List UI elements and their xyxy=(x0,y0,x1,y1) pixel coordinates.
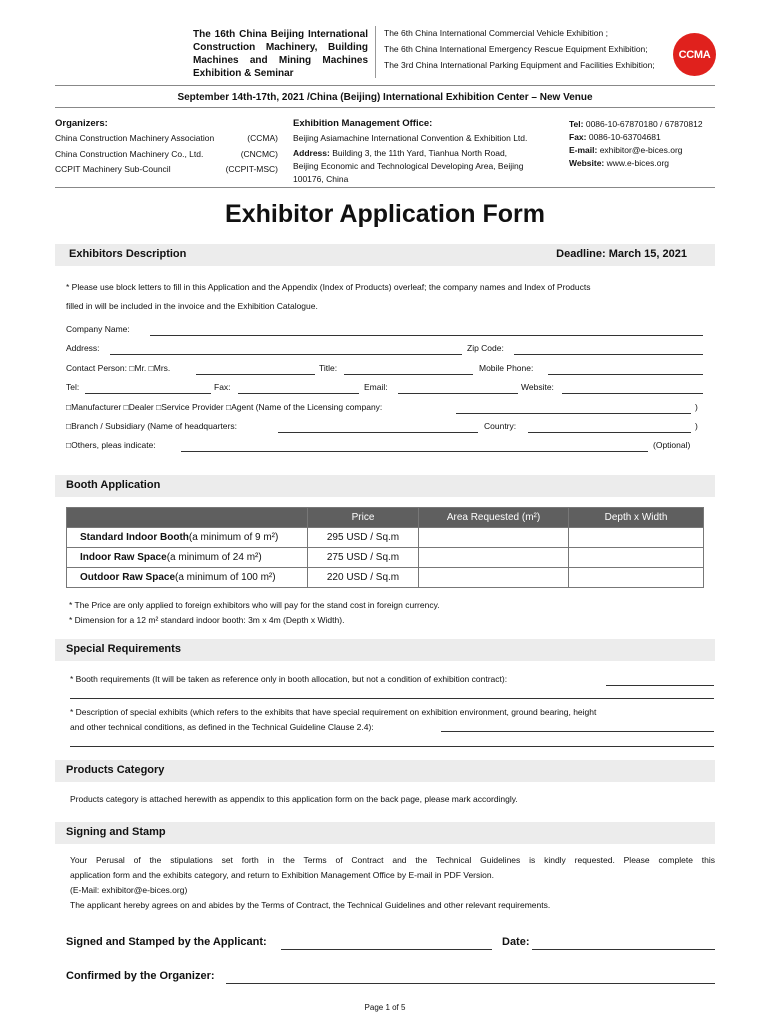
others-option[interactable]: □Others, pleas indicate: xyxy=(66,440,156,450)
mobile-label: Mobile Phone: xyxy=(479,363,534,373)
booth-notes xyxy=(69,598,440,628)
booth-requirements-field-2[interactable] xyxy=(70,687,714,699)
exhibition-2: The 6th China International Emergency Rescue Equipment Exhibition; xyxy=(384,44,648,54)
booth-type-cell xyxy=(67,528,308,548)
title-label: Title: xyxy=(319,363,338,373)
section-booth-application xyxy=(55,475,715,497)
organizers-title: Organizers: xyxy=(55,118,108,129)
depth-width-field[interactable] xyxy=(569,528,704,548)
fax-label: Fax: xyxy=(214,382,231,392)
note-line: * Please use block letters to fill in this Application and the Appendix (Index of Products) overleaf; the company names and Index of Products xyxy=(66,282,591,292)
date-venue: September 14th-17th, 2021 /China (Beijing) International Exhibition Center – New Venue xyxy=(177,92,593,103)
section-title: Products Category xyxy=(66,764,165,776)
deadline: Deadline: March 15, 2021 xyxy=(556,248,687,260)
booth-minimum: (a minimum of 24 m²) xyxy=(166,552,262,563)
close-paren: ) xyxy=(695,421,698,431)
seminar-title-line: Construction Machinery, Building xyxy=(193,42,368,53)
organizer-abbr: (CNCMC) xyxy=(240,149,278,159)
header-divider xyxy=(375,26,376,78)
depth-width-field[interactable] xyxy=(569,568,704,588)
headquarters-field[interactable] xyxy=(278,421,478,433)
company-name-field[interactable] xyxy=(150,324,703,336)
office-title: Exhibition Management Office: xyxy=(293,118,433,129)
note-line: filled in will be included in the invoice and the Exhibition Catalogue. xyxy=(66,301,318,311)
signing-text xyxy=(70,853,715,913)
tel-label: Tel: xyxy=(569,119,584,129)
table-header-cell: Price xyxy=(308,508,419,528)
seminar-title-line: The 16th China Beijing International xyxy=(193,29,368,40)
section-special-requirements xyxy=(55,639,715,661)
organizer-signature-field[interactable] xyxy=(226,972,715,984)
company-type-options[interactable]: □Manufacturer □Dealer □Service Provider □Agent (Name of the Licensing company: xyxy=(66,402,383,412)
fax-field[interactable] xyxy=(238,382,359,394)
booth-type: Indoor Raw Space xyxy=(80,552,167,563)
section-products-category xyxy=(55,760,715,782)
booth-type: Outdoor Raw Space xyxy=(80,572,176,583)
mobile-field[interactable] xyxy=(548,363,703,375)
signing-line: Your Perusal of the stipulations set forth in the Terms of Contract and the Technical Guidelines is kindly requested. Please complete this xyxy=(70,855,715,865)
table-row xyxy=(67,548,704,568)
table-header-cell: Area Requested (m²) xyxy=(419,508,569,528)
country-field[interactable] xyxy=(528,421,691,433)
seminar-title-line: Machines and Mining Machines xyxy=(193,55,368,66)
email-value[interactable]: exhibitor@e-bices.org xyxy=(597,145,683,155)
address-line: 100176, China xyxy=(293,174,349,184)
office-name: Beijing Asiamachine International Convention & Exhibition Ltd. xyxy=(293,133,528,143)
exhibition-1: The 6th China International Commercial Vehicle Exhibition ; xyxy=(384,28,608,38)
booth-minimum: (a minimum of 9 m²) xyxy=(188,532,279,543)
area-requested-field[interactable] xyxy=(419,568,569,588)
booth-table xyxy=(66,507,704,588)
header-rule xyxy=(55,85,715,86)
section-title: Special Requirements xyxy=(66,643,181,655)
tel-value: 0086-10-67870180 / 67870812 xyxy=(583,119,703,129)
contact-rule xyxy=(55,187,715,188)
website-label: Website: xyxy=(569,158,605,168)
booth-requirements-label: * Booth requirements (It will be taken as reference only in booth allocation, but not a condition of exhibition contract): xyxy=(70,674,508,684)
organizer-name: CCPIT Machinery Sub-Council xyxy=(55,164,171,174)
organizer-abbr: (CCPIT-MSC) xyxy=(225,164,278,174)
title-field[interactable] xyxy=(344,363,473,375)
address-label: Address: xyxy=(66,343,100,353)
table-header-cell: Depth x Width xyxy=(569,508,704,528)
confirmed-label: Confirmed by the Organizer: xyxy=(66,970,215,982)
website-label: Website: xyxy=(521,382,554,392)
booth-price: 275 USD / Sq.m xyxy=(308,548,419,568)
booth-type-cell xyxy=(67,548,308,568)
area-requested-field[interactable] xyxy=(419,528,569,548)
instructions-note xyxy=(66,278,590,316)
signing-line: (E-Mail: exhibitor@e-bices.org) xyxy=(70,885,188,895)
signed-label: Signed and Stamped by the Applicant: xyxy=(66,936,267,948)
date-label: Date: xyxy=(502,936,530,948)
others-field[interactable] xyxy=(181,440,648,452)
contact-person-label: Contact Person: □Mr. □Mrs. xyxy=(66,363,171,373)
signature-field[interactable] xyxy=(281,938,492,950)
organizer-name: China Construction Machinery Association xyxy=(55,133,215,143)
booth-requirements-field[interactable] xyxy=(606,674,714,686)
section-signing-stamp xyxy=(55,822,715,844)
zip-label: Zip Code: xyxy=(467,343,504,353)
table-row xyxy=(67,528,704,548)
section-title: Signing and Stamp xyxy=(66,826,166,838)
optional-label: (Optional) xyxy=(653,440,691,450)
section-title: Exhibitors Description xyxy=(69,248,187,260)
email-field[interactable] xyxy=(398,382,518,394)
booth-price: 220 USD / Sq.m xyxy=(308,568,419,588)
organizer-name: China Construction Machinery Co., Ltd. xyxy=(55,149,204,159)
desc-line: * Description of special exhibits (which refers to the exhibits that have special requirement on exhibition environment, ground bearing, height xyxy=(70,707,597,717)
fax-value: 0086-10-63704681 xyxy=(586,132,661,142)
organizer-row xyxy=(55,133,278,143)
booth-minimum: (a minimum of 100 m²) xyxy=(175,572,276,583)
table-header-cell xyxy=(67,508,308,528)
website-field[interactable] xyxy=(562,382,703,394)
address-label: Address: xyxy=(293,148,330,158)
website-value[interactable]: www.e-bices.org xyxy=(604,158,669,168)
booth-note: * Dimension for a 12 m² standard indoor booth: 3m x 4m (Depth x Width). xyxy=(69,615,345,625)
depth-width-field[interactable] xyxy=(569,548,704,568)
desc-line: and other technical conditions, as defined in the Technical Guideline Clause 2.4): xyxy=(70,722,374,732)
special-exhibits-field[interactable] xyxy=(441,720,714,732)
organizer-row xyxy=(55,164,278,174)
form-title: Exhibitor Application Form xyxy=(225,200,545,228)
country-label: Country: xyxy=(484,421,517,431)
tel-field[interactable] xyxy=(85,382,211,394)
products-text: Products category is attached herewith as appendix to this application form on the back page, please mark accordingly. xyxy=(70,794,518,804)
close-paren: ) xyxy=(695,402,698,412)
tel-label: Tel: xyxy=(66,382,80,392)
seminar-title xyxy=(193,28,368,80)
section-title: Booth Application xyxy=(66,479,161,491)
table-row xyxy=(67,568,704,588)
date-field[interactable] xyxy=(532,938,715,950)
page-number: Page 1 of 5 xyxy=(364,1003,406,1012)
address-line: Beijing Economic and Technological Developing Area, Beijing xyxy=(293,161,524,171)
licensing-company-field[interactable] xyxy=(456,402,691,414)
booth-type-cell xyxy=(67,568,308,588)
office-address xyxy=(293,147,563,186)
booth-type: Standard Indoor Booth xyxy=(80,532,189,543)
zip-field[interactable] xyxy=(514,343,703,355)
booth-price: 295 USD / Sq.m xyxy=(308,528,419,548)
area-requested-field[interactable] xyxy=(419,548,569,568)
booth-note: * The Price are only applied to foreign exhibitors who will pay for the stand cost in foreign currency. xyxy=(69,600,440,610)
exhibition-3: The 3rd China International Parking Equipment and Facilities Exhibition; xyxy=(384,60,655,70)
email-label: E-mail: xyxy=(569,145,598,155)
signing-line: application form and the exhibits category, and return to Exhibition Management Office by E-mail in PDF Version. xyxy=(70,870,494,880)
fax-label: Fax: xyxy=(569,132,587,142)
organizer-row xyxy=(55,149,278,159)
company-name-label: Company Name: xyxy=(66,324,130,334)
table-header-row xyxy=(67,508,704,528)
venue-rule xyxy=(55,107,715,108)
special-exhibits-field-2[interactable] xyxy=(70,735,714,747)
contact-person-field[interactable] xyxy=(196,363,315,375)
address-field[interactable] xyxy=(110,343,462,355)
branch-option[interactable]: □Branch / Subsidiary (Name of headquarters: xyxy=(66,421,237,431)
email-label: Email: xyxy=(364,382,388,392)
seminar-title-line: Exhibition & Seminar xyxy=(193,68,294,79)
organizer-abbr: (CCMA) xyxy=(247,133,278,143)
ccma-logo: CCMA xyxy=(673,33,716,76)
contact-block xyxy=(569,118,703,170)
section-exhibitors-description xyxy=(55,244,715,266)
signing-line: The applicant hereby agrees on and abides by the Terms of Contract, the Technical Guidelines and other relevant requirements. xyxy=(70,900,551,910)
address-line: Building 3, the 11th Yard, Tianhua North Road, xyxy=(329,148,508,158)
